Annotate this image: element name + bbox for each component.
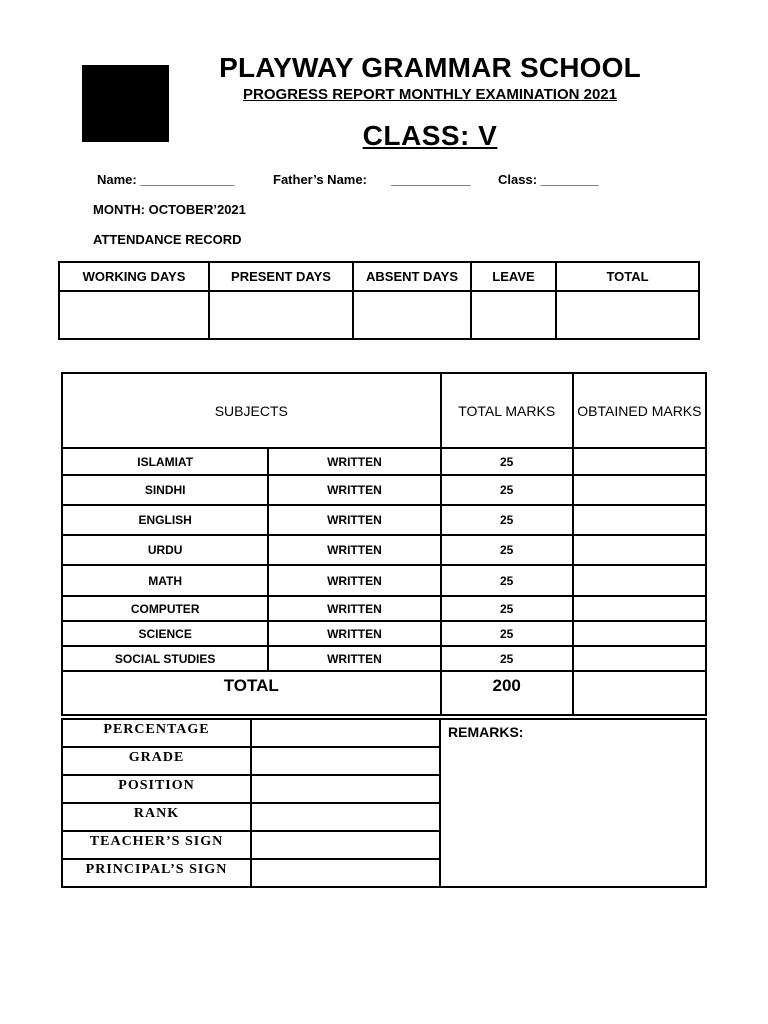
subject-name: URDU: [62, 535, 268, 565]
subject-total-marks: 25: [441, 505, 573, 535]
principals-sign-cell[interactable]: [251, 859, 440, 887]
obtained-marks-cell[interactable]: [573, 535, 706, 565]
obtained-marks-cell[interactable]: [573, 596, 706, 621]
school-logo-block: [82, 65, 169, 142]
subject-name: SCIENCE: [62, 621, 268, 646]
subject-type: WRITTEN: [268, 505, 440, 535]
subject-total-marks: 25: [441, 621, 573, 646]
subject-name: SOCIAL STUDIES: [62, 646, 268, 671]
principals-sign-label: PRINCIPAL’S SIGN: [62, 859, 251, 887]
subject-type: WRITTEN: [268, 535, 440, 565]
subject-type: WRITTEN: [268, 646, 440, 671]
attendance-absent-days-cell[interactable]: [353, 291, 471, 339]
attendance-working-days-cell[interactable]: [59, 291, 209, 339]
subject-type: WRITTEN: [268, 448, 440, 475]
obtained-marks-cell[interactable]: [573, 646, 706, 671]
attendance-table: [58, 261, 700, 340]
subject-name: ENGLISH: [62, 505, 268, 535]
school-name: PLAYWAY GRAMMAR SCHOOL: [219, 52, 641, 83]
obtained-marks-header: OBTAINED MARKS: [573, 373, 706, 448]
subject-total-marks: 25: [441, 596, 573, 621]
position-label: POSITION: [62, 775, 251, 803]
attendance-header-leave: LEAVE: [471, 262, 556, 291]
report-title: PROGRESS REPORT MONTHLY EXAMINATION 2021: [243, 86, 617, 103]
grade-label: GRADE: [62, 747, 251, 775]
rank-cell[interactable]: [251, 803, 440, 831]
grade-cell[interactable]: [251, 747, 440, 775]
total-label: TOTAL: [62, 671, 441, 715]
remarks-label: REMARKS:: [448, 724, 524, 740]
fathers-name-field[interactable]: ___________: [391, 172, 471, 187]
percentage-label: PERCENTAGE: [62, 719, 251, 747]
class-title: CLASS: V: [362, 120, 498, 151]
obtained-marks-cell[interactable]: [573, 448, 706, 475]
teachers-sign-cell[interactable]: [251, 831, 440, 859]
obtained-marks-cell[interactable]: [573, 505, 706, 535]
total-obtained-cell[interactable]: [573, 671, 706, 715]
month-label: MONTH: OCTOBER’2021: [93, 202, 246, 217]
summary-table: [61, 718, 707, 888]
total-marks-header: TOTAL MARKS: [441, 373, 573, 448]
obtained-marks-cell[interactable]: [573, 621, 706, 646]
obtained-marks-cell[interactable]: [573, 565, 706, 596]
rank-label: RANK: [62, 803, 251, 831]
obtained-marks-cell[interactable]: [573, 475, 706, 505]
subject-name: MATH: [62, 565, 268, 596]
subject-type: WRITTEN: [268, 565, 440, 596]
subject-total-marks: 25: [441, 535, 573, 565]
class-field[interactable]: Class: ________: [498, 172, 599, 187]
total-marks-value: 200: [441, 671, 573, 715]
subject-total-marks: 25: [441, 565, 573, 596]
attendance-header-present-days: PRESENT DAYS: [209, 262, 353, 291]
subject-total-marks: 25: [441, 646, 573, 671]
subject-name: SINDHI: [62, 475, 268, 505]
percentage-cell[interactable]: [251, 719, 440, 747]
position-cell[interactable]: [251, 775, 440, 803]
name-field[interactable]: Name: _____________: [97, 172, 235, 187]
subject-type: WRITTEN: [268, 596, 440, 621]
attendance-total-cell[interactable]: [556, 291, 699, 339]
fathers-name-label: Father’s Name:: [273, 172, 367, 187]
subject-name: COMPUTER: [62, 596, 268, 621]
subjects-header: SUBJECTS: [62, 373, 441, 448]
subject-type: WRITTEN: [268, 621, 440, 646]
attendance-header-working-days: WORKING DAYS: [59, 262, 209, 291]
attendance-present-days-cell[interactable]: [209, 291, 353, 339]
teachers-sign-label: TEACHER’S SIGN: [62, 831, 251, 859]
marks-table: [61, 372, 707, 716]
subject-total-marks: 25: [441, 448, 573, 475]
attendance-heading: ATTENDANCE RECORD: [93, 232, 242, 247]
subject-total-marks: 25: [441, 475, 573, 505]
attendance-header-absent-days: ABSENT DAYS: [353, 262, 471, 291]
attendance-leave-cell[interactable]: [471, 291, 556, 339]
attendance-header-total: TOTAL: [556, 262, 699, 291]
subject-name: ISLAMIAT: [62, 448, 268, 475]
subject-type: WRITTEN: [268, 475, 440, 505]
remarks-box[interactable]: [440, 719, 706, 887]
